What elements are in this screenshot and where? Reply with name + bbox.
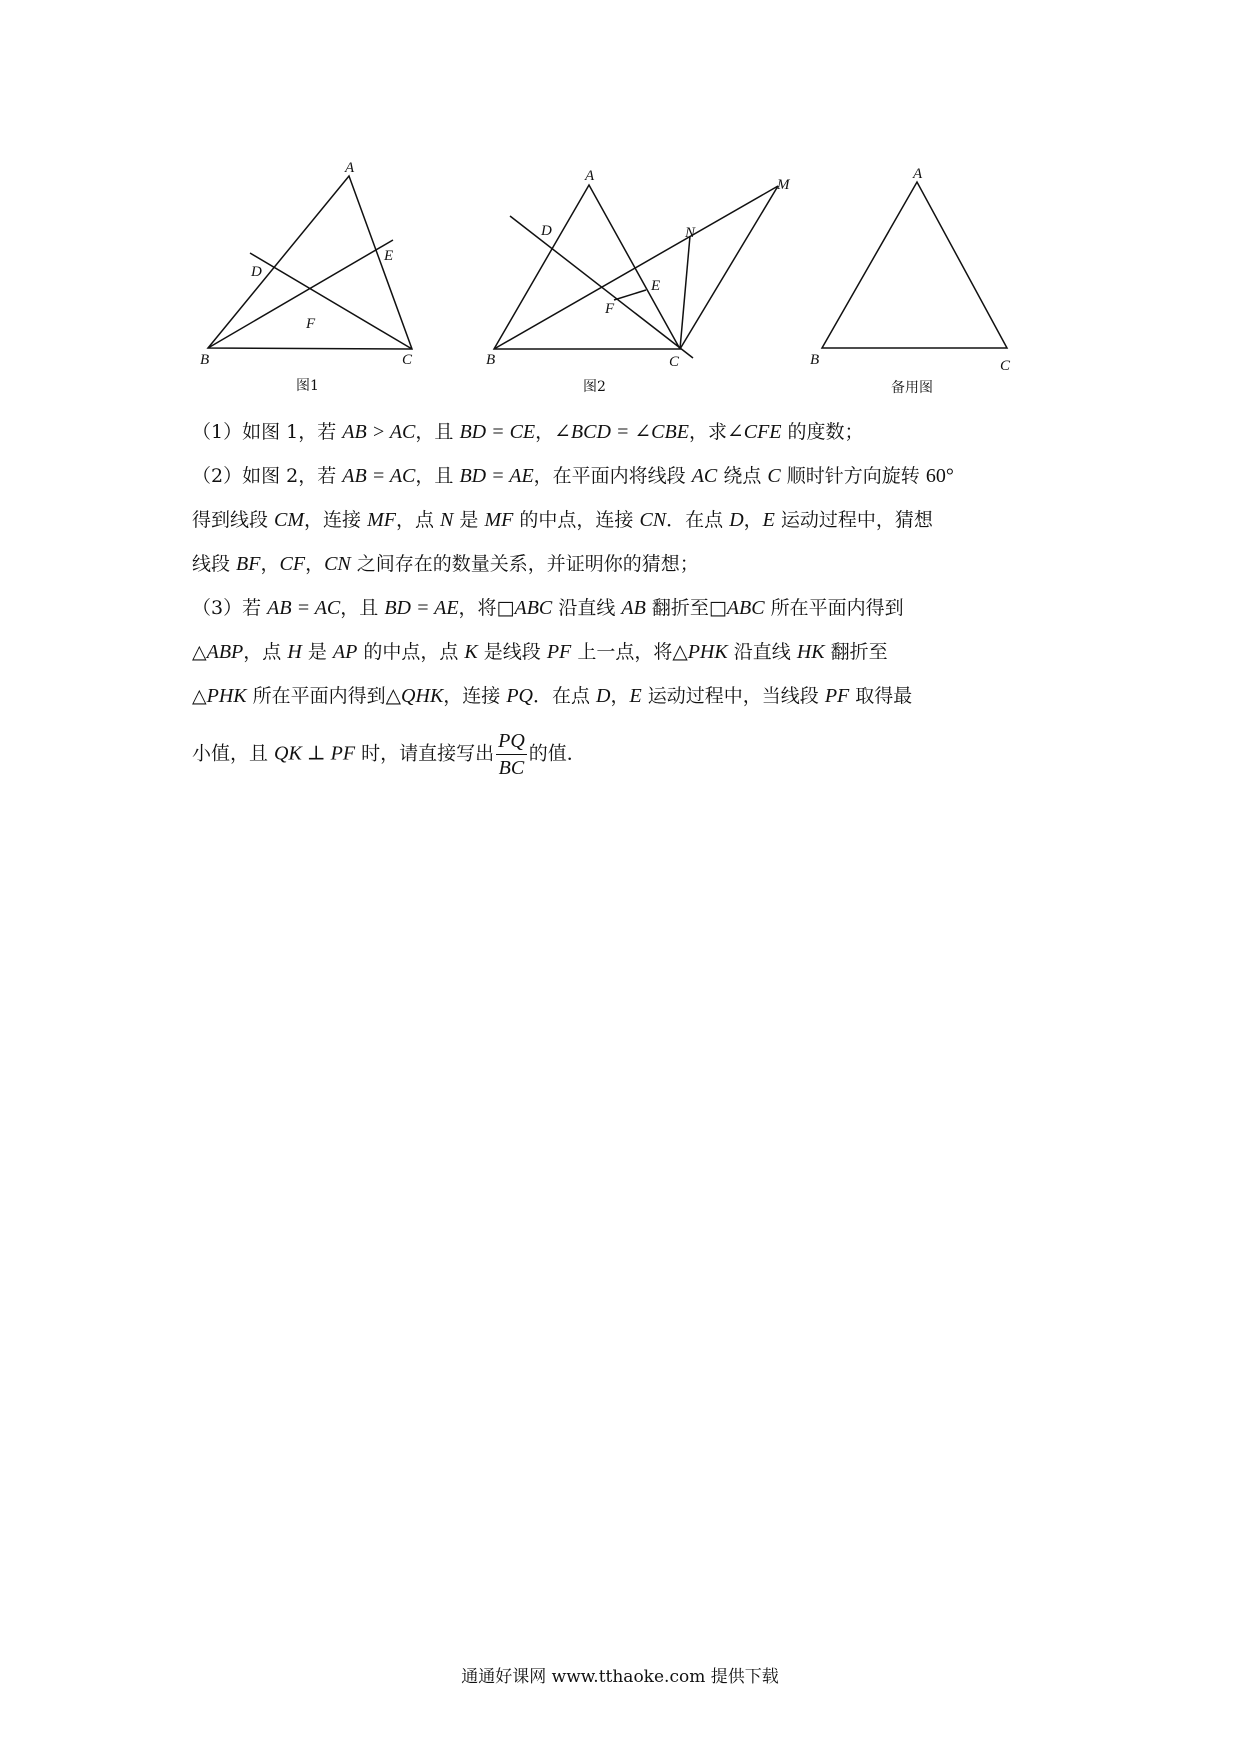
figures xyxy=(0,0,1240,420)
problem-part-1: （1）如图 1，若 AB > AC，且 BD = CE，∠BCD = ∠CBE，求∠CFE 的度数； xyxy=(192,421,864,443)
figure-1 xyxy=(200,160,413,394)
label-a-fig1: A xyxy=(345,160,355,176)
problem-part-3-line-4: 小值，且 QK ⊥ PF 时，请直接写出 $\frac{PQ}{BC}$ 的值． xyxy=(192,730,586,779)
label-e-fig1: E xyxy=(384,248,394,264)
caption-fig2: 图2 xyxy=(583,379,606,395)
label-c-fig2: C xyxy=(669,354,680,370)
label-c-fig3: C xyxy=(1000,358,1011,374)
problem-part-3-line-2: △ABP，点 H 是 AP 的中点，点 K 是线段 PF 上一点，将△PHK 沿直线 HK 翻折至 xyxy=(192,641,888,663)
problem-part-2-line-3: 线段 BF，CF，CN 之间存在的数量关系，并证明你的猜想； xyxy=(192,553,699,575)
fraction-denominator: BC xyxy=(498,757,525,779)
label-f-fig1: F xyxy=(306,316,316,332)
segment-cm xyxy=(680,186,778,349)
label-m-fig2: M xyxy=(777,177,790,193)
footer: 通通好课网 www.tthaoke.com 提供下载 xyxy=(461,1667,779,1687)
problem-text xyxy=(192,410,1072,781)
segment-bm xyxy=(494,186,778,349)
problem-part-3-line-3: △PHK 所在平面内得到△QHK，连接 PQ．在点 D，E 运动过程中，当线段 PF 取得最 xyxy=(192,685,913,707)
caption-fig1: 图1 xyxy=(296,378,319,394)
label-b-fig2: B xyxy=(486,352,496,368)
label-b-fig1: B xyxy=(200,352,210,368)
label-n-fig2: N xyxy=(685,225,696,241)
label-a-fig3: A xyxy=(913,166,923,182)
segment-cd-extended xyxy=(250,253,412,349)
segment-cn xyxy=(680,236,690,349)
triangle-abc-fig2 xyxy=(494,185,680,349)
label-c-fig1: C xyxy=(402,352,413,368)
problem-part-2-line-1: （2）如图 2，若 AB = AC，且 BD = AE，在平面内将线段 AC 绕点 C 顺时针方向旋转 60° xyxy=(192,465,954,487)
label-e-fig2: E xyxy=(651,278,661,294)
figure-2 xyxy=(486,168,791,395)
segment-be-extended xyxy=(208,240,393,348)
label-b-fig3: B xyxy=(810,352,820,368)
fraction-numerator: PQ xyxy=(496,728,527,755)
segment-fe xyxy=(614,290,646,300)
caption-fig3: 备用图 xyxy=(891,380,933,396)
problem-part-3-line-1: （3）若 AB = AC，且 BD = AE，将□ABC 沿直线 AB 翻折至□ABC 所在平面内得到 xyxy=(192,597,904,619)
figure-3 xyxy=(810,166,1011,396)
fraction-pq-over-bc xyxy=(496,728,527,781)
label-a-fig2: A xyxy=(585,168,595,184)
triangle-abc-backup xyxy=(822,182,1007,348)
label-d-fig2: D xyxy=(541,223,552,239)
label-d-fig1: D xyxy=(251,264,262,280)
problem-part-2-line-2: 得到线段 CM，连接 MF，点 N 是 MF 的中点，连接 CN．在点 D，E 运动过程中，猜想 xyxy=(192,509,933,531)
label-f-fig2: F xyxy=(605,301,615,317)
